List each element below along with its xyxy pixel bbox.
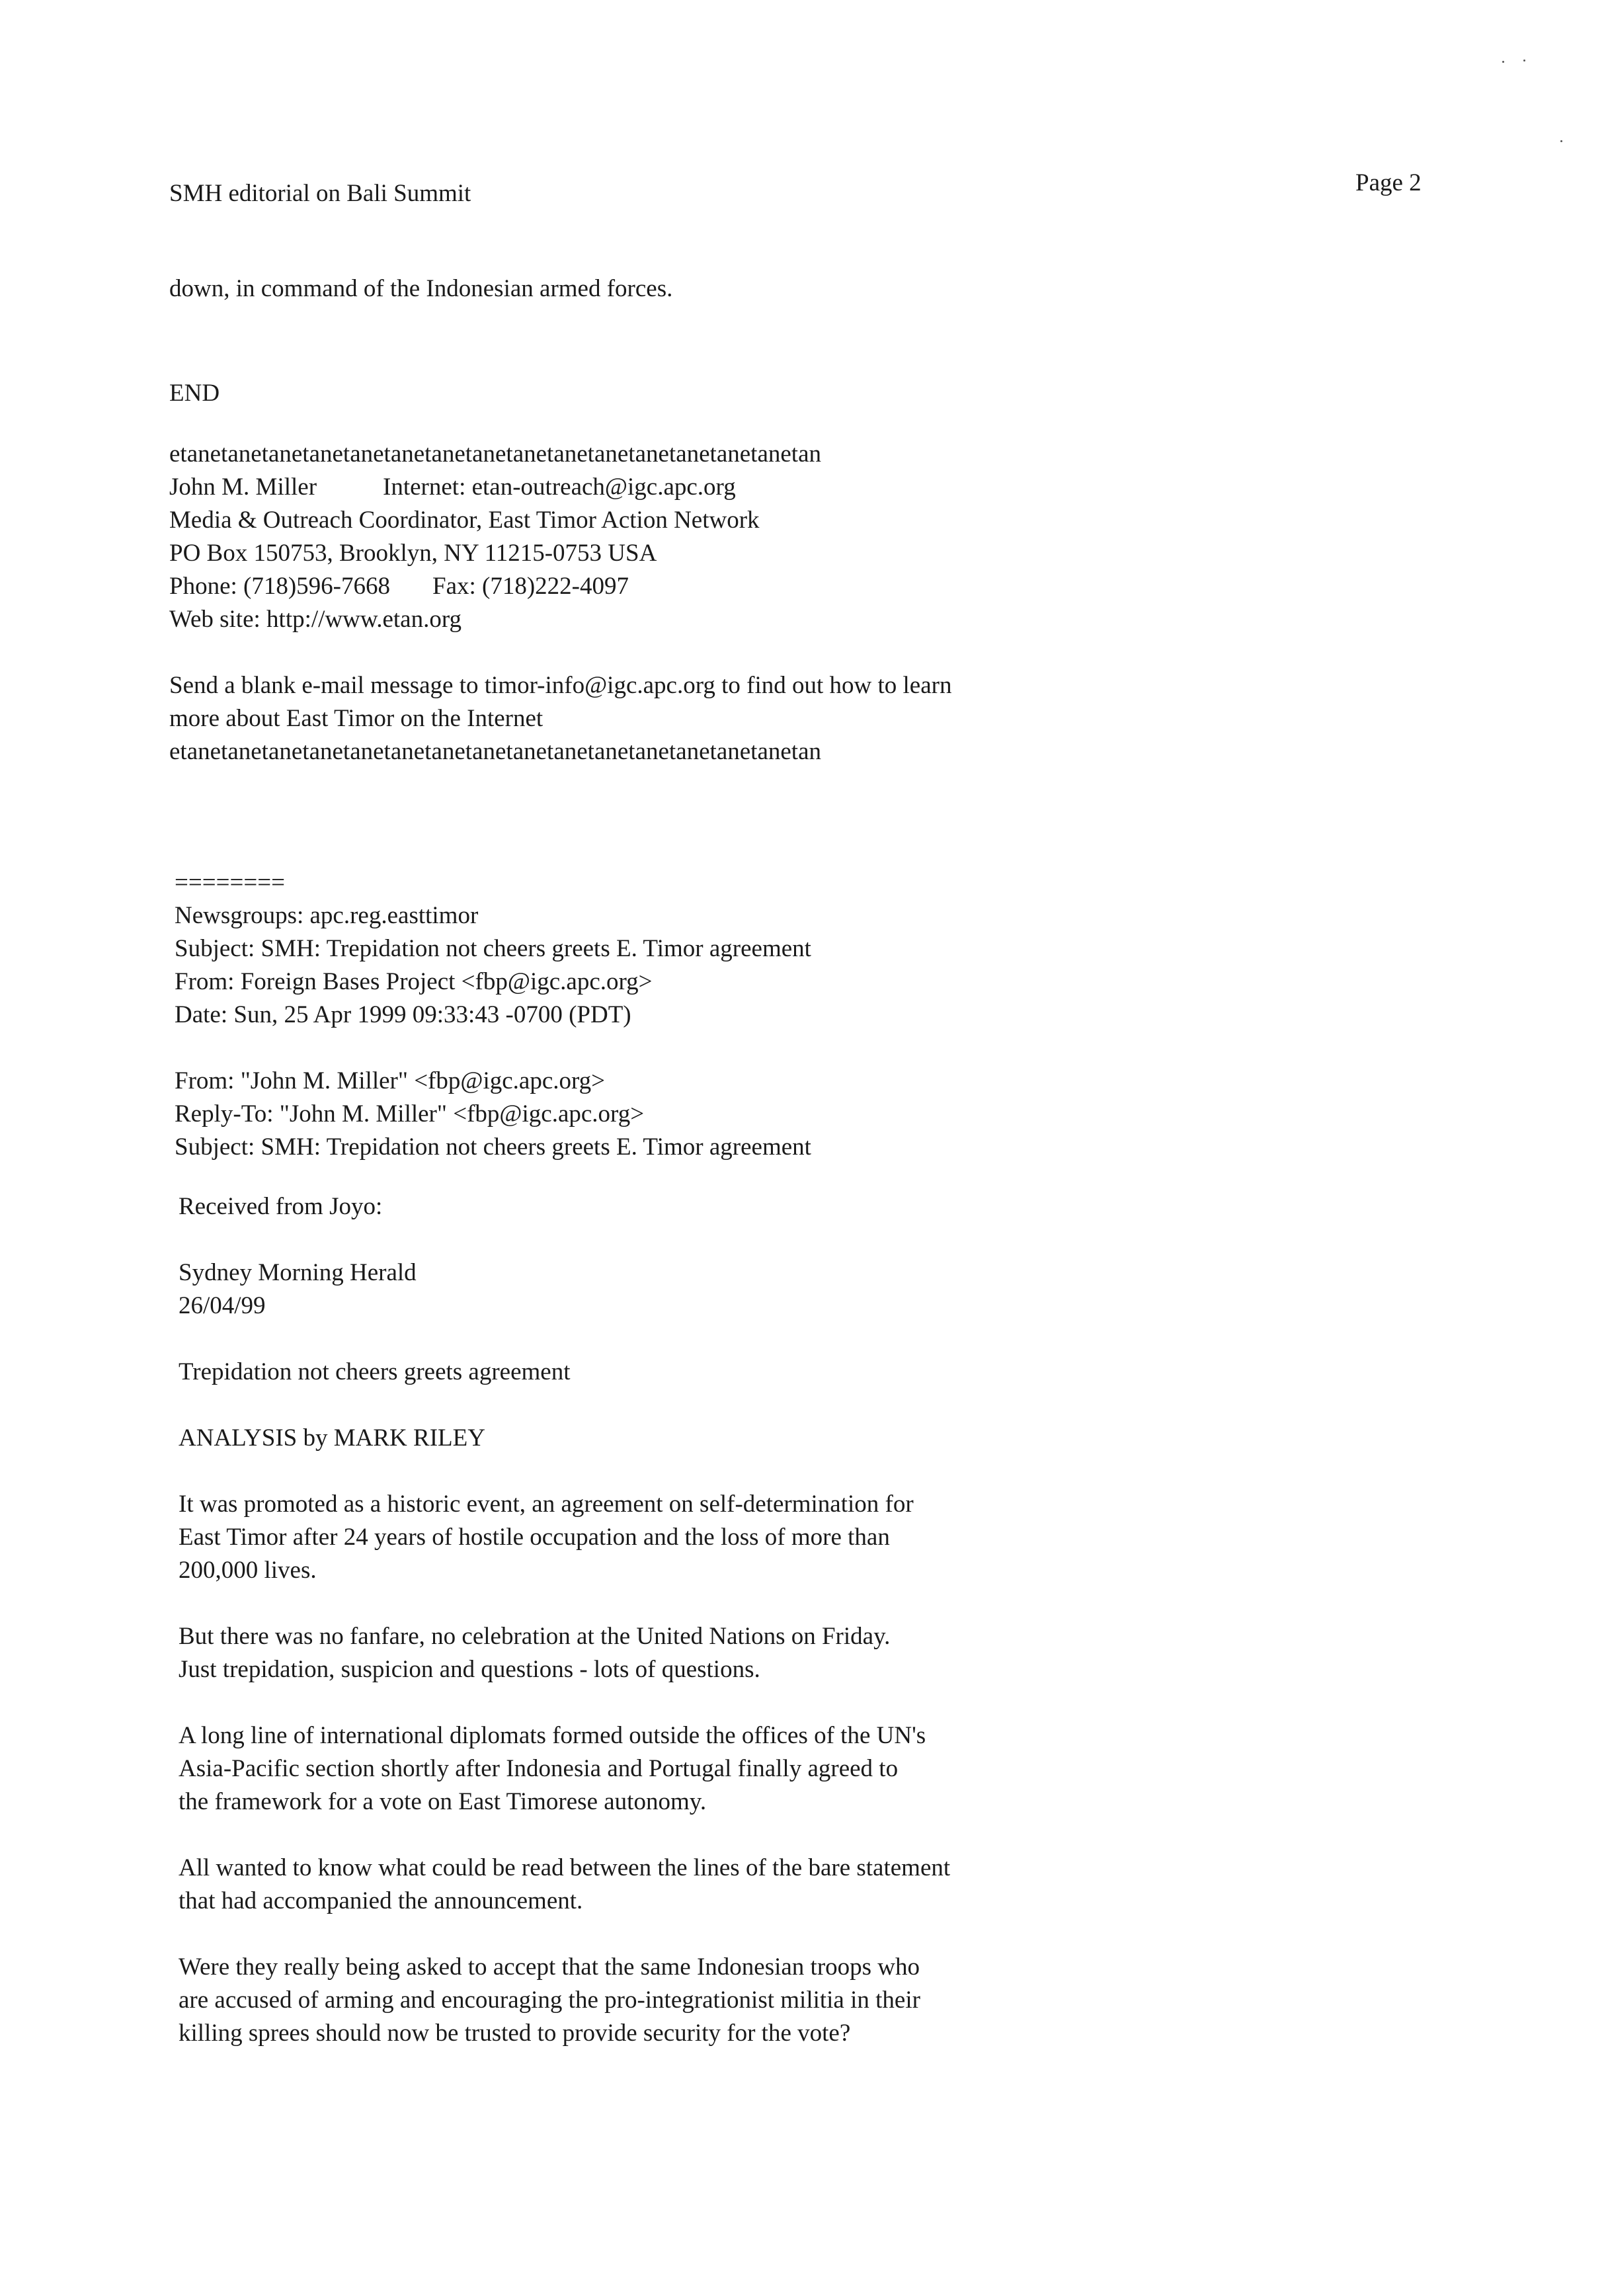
paragraph-line: But there was no fanfare, no celebration at the United Nations on Friday. xyxy=(179,1623,891,1650)
publication-date: 26/04/99 xyxy=(179,1292,266,1319)
article-title: Trepidation not cheers greets agreement xyxy=(179,1358,571,1385)
page-header-title: SMH editorial on Bali Summit xyxy=(169,180,471,207)
signature-contact-line xyxy=(169,471,951,504)
signature-internet: Internet: etan-outreach@igc.apc.org xyxy=(383,473,736,501)
forward-subject: Subject: SMH: Trepidation not cheers greets E. Timor agreement xyxy=(175,1133,811,1161)
page-number: Page 2 xyxy=(1355,169,1422,196)
forward-from: From: "John M. Miller" <fbp@igc.apc.org> xyxy=(175,1067,606,1094)
signature-website: Web site: http://www.etan.org xyxy=(169,606,462,633)
continuation-text: down, in command of the Indonesian armed forces. xyxy=(169,275,673,302)
received-from: Received from Joyo: xyxy=(179,1193,383,1220)
article-byline: ANALYSIS by MARK RILEY xyxy=(179,1424,485,1452)
paragraph-line: It was promoted as a historic event, an agreement on self-determination for xyxy=(179,1491,914,1518)
separator-line: ======== xyxy=(175,869,285,896)
forward-reply-to: Reply-To: "John M. Miller" <fbp@igc.apc.org> xyxy=(175,1100,645,1128)
paragraph-line: killing sprees should now be trusted to provide security for the vote? xyxy=(179,2020,851,2047)
paragraph-line: are accused of arming and encouraging the pro-integrationist militia in their xyxy=(179,1987,920,2014)
signature-info-line: more about East Timor on the Internet xyxy=(169,705,543,732)
header-newsgroups: Newsgroups: apc.reg.easttimor xyxy=(175,902,479,929)
paragraph-line: A long line of international diplomats formed outside the offices of the UN's xyxy=(179,1722,926,1749)
scan-speck xyxy=(1560,140,1562,142)
paragraph-line: that had accompanied the announcement. xyxy=(179,1887,583,1914)
paragraph-line: Were they really being asked to accept that the same Indonesian troops who xyxy=(179,1953,920,1981)
paragraph-line: 200,000 lives. xyxy=(179,1557,317,1584)
publication-name: Sydney Morning Herald xyxy=(179,1259,417,1286)
signature-name: John M. Miller xyxy=(169,473,317,501)
header-from: From: Foreign Bases Project <fbp@igc.apc.org> xyxy=(175,968,653,995)
signature-role: Media & Outreach Coordinator, East Timor Action Network xyxy=(169,507,760,534)
signature-border-top: etanetanetanetanetanetanetanetanetanetanetanetanetanetanetanetan xyxy=(169,440,821,468)
signature-info-line: Send a blank e-mail message to timor-info@igc.apc.org to find out how to learn xyxy=(169,672,952,699)
header-subject: Subject: SMH: Trepidation not cheers greets E. Timor agreement xyxy=(175,935,811,962)
paragraph-line: All wanted to know what could be read between the lines of the bare statement xyxy=(179,1854,951,1881)
paragraph-line: Asia-Pacific section shortly after Indonesia and Portugal finally agreed to xyxy=(179,1755,899,1782)
paragraph-line: the framework for a vote on East Timorese autonomy. xyxy=(179,1788,707,1815)
signature-fax: Fax: (718)222-4097 xyxy=(432,573,629,600)
scan-speck xyxy=(1523,60,1525,62)
article-block xyxy=(179,1190,950,2050)
signature-border-bottom: etanetanetanetanetanetanetanetanetanetanetanetanetanetanetanetan xyxy=(169,738,821,765)
end-marker: END xyxy=(169,380,220,407)
header-date: Date: Sun, 25 Apr 1999 09:33:43 -0700 (PDT) xyxy=(175,1001,631,1028)
paragraph-line: East Timor after 24 years of hostile occupation and the loss of more than xyxy=(179,1524,890,1551)
scan-speck xyxy=(1502,61,1504,63)
signature-phone-line xyxy=(169,570,951,603)
paragraph-line: Just trepidation, suspicion and questions - lots of questions. xyxy=(179,1656,760,1683)
message-header-block xyxy=(175,866,811,1164)
signature-address: PO Box 150753, Brooklyn, NY 11215-0753 USA xyxy=(169,540,657,567)
signature-phone: Phone: (718)596-7668 xyxy=(169,573,390,600)
signature-block xyxy=(169,438,951,768)
